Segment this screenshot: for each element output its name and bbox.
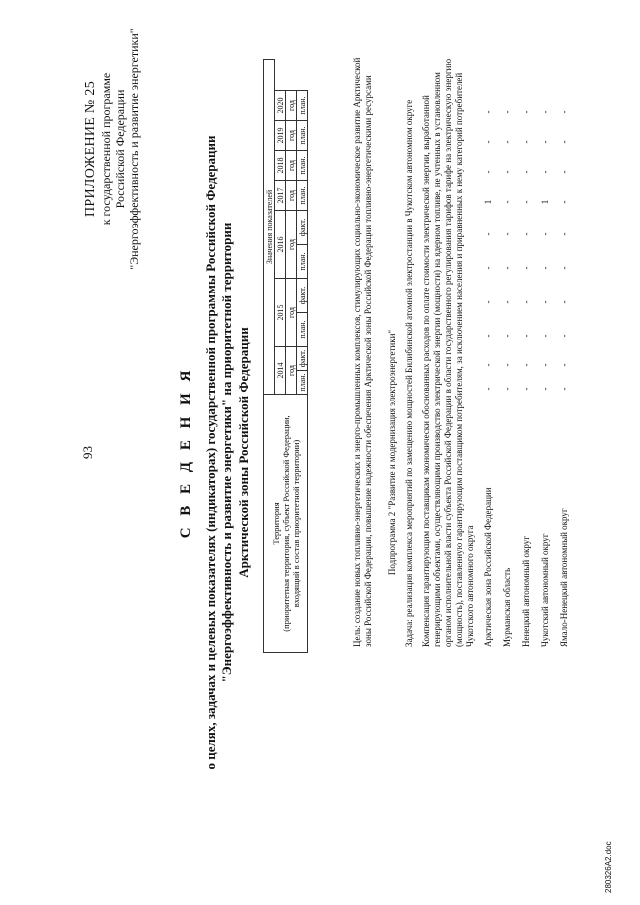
- territory-row-values: [540, 0, 551, 905]
- year-suffix: год: [286, 211, 297, 279]
- year-2020: 2020: [275, 91, 286, 121]
- appendix-line: к государственной программе: [99, 72, 113, 226]
- value-cell: -: [559, 300, 569, 304]
- value-cell: -: [502, 334, 512, 338]
- value-cell: -: [502, 363, 512, 367]
- value-cell: -: [483, 266, 493, 270]
- year-2018: 2018: [275, 151, 286, 181]
- value-cell: -: [521, 110, 531, 114]
- year-suffix: год: [286, 181, 297, 211]
- value-cell: -: [559, 363, 569, 367]
- plan-header: план.: [297, 91, 308, 121]
- plan-header: план.: [297, 151, 308, 181]
- plan-header: план.: [297, 181, 308, 211]
- indicator-text: Компенсация гарантирующим поставщикам экономически обоснованных расходов по оплате стоимости электрической энергии, выработанной генерирующими объектами, осуществляющими производство электрической энергии (мощности) на ядерном топливе, не учтенных в установленном органом исполнительной власти субъекта Российской Федерации в области государственного регулирования тарифов тарифе на электрическую энергию (мощность), поставленную гарантирующим поставщиком потребителям, за исключением населения и приравненных к нему категорий потребителей Чукотского автономного округа: [421, 58, 475, 647]
- value-cell: -: [502, 200, 512, 204]
- value-cell: -: [502, 170, 512, 174]
- territory-row-values: [559, 0, 570, 905]
- territory-row-label: Ямало-Ненецкий автономный округ: [559, 508, 569, 647]
- territory-row-label: Ненецкий автономный округ: [521, 536, 531, 647]
- value-cell: -: [483, 232, 493, 236]
- territory-row-label: Чукотский автономный округ: [540, 533, 550, 647]
- fact-header: факт.: [297, 279, 308, 313]
- fact-header: факт.: [297, 211, 308, 245]
- value-cell: -: [521, 140, 531, 144]
- heading-line: о целях, задачах и целевых показателях (индикаторах) государственной программы Российской Федерации: [203, 135, 218, 770]
- year-2017: 2017: [275, 181, 286, 211]
- year-suffix: год: [286, 347, 297, 395]
- value-cell: -: [559, 170, 569, 174]
- value-cell: -: [540, 334, 550, 338]
- value-cell: -: [540, 387, 550, 391]
- value-cell: -: [502, 387, 512, 391]
- value-cell: -: [502, 300, 512, 304]
- appendix-block: [82, 14, 141, 284]
- value-cell: -: [502, 140, 512, 144]
- task-text: Задача: реализация комплекса мероприятий по замещению мощностей Билибинской атомной электростанции в Чукотском автономном округе: [404, 99, 414, 647]
- year-2014: 2014: [275, 347, 286, 395]
- year-suffix: год: [286, 91, 297, 121]
- indicators-table-header: [263, 59, 308, 653]
- value-cell: -: [521, 170, 531, 174]
- file-name: 280326A2.doc: [604, 841, 613, 893]
- value-cell: -: [521, 334, 531, 338]
- year-suffix: год: [286, 279, 297, 347]
- year-suffix: год: [286, 121, 297, 151]
- territory-row-label: Арктическая зона Российской Федерации: [483, 487, 493, 647]
- value-cell: -: [559, 387, 569, 391]
- plan-header: план.: [297, 313, 308, 347]
- territory-header: Территория (приоритетная территория, субъект Российской Федерации, входящий в состав приоритетной территории): [264, 395, 308, 653]
- value-cell: -: [540, 170, 550, 174]
- heading-line: Арктической зоны Российской Федерации: [236, 327, 251, 578]
- value-cell: -: [521, 363, 531, 367]
- value-cell: 1: [483, 199, 493, 205]
- value-cell: 1: [540, 199, 550, 205]
- value-cell: -: [540, 300, 550, 304]
- heading-line: "Энергоэффективность и развитие энергетики" на приоритетной территории: [219, 222, 234, 683]
- value-cell: -: [521, 232, 531, 236]
- territory-row-label: Мурманская область: [502, 567, 512, 647]
- value-cell: -: [521, 200, 531, 204]
- goal-text: Цель: создание новых топливно-энергетических и энерго-промышленных комплексов, стимулирующих социально-экономическое развитие Арктической зоны Российской Федерации, повышение надежности обеспечения Арктической зоны Российской Федерации топливно-энергетическими ресурсами: [352, 57, 373, 647]
- value-cell: -: [483, 110, 493, 114]
- value-cell: -: [540, 110, 550, 114]
- value-cell: -: [502, 266, 512, 270]
- plan-header: план.: [297, 245, 308, 279]
- value-cell: -: [483, 363, 493, 367]
- territory-row-values: [483, 0, 494, 905]
- value-cell: -: [502, 232, 512, 236]
- value-cell: -: [502, 110, 512, 114]
- value-cell: -: [540, 232, 550, 236]
- subprogram-title: Подпрограмма 2 "Развитие и модернизация электроэнергетики": [387, 329, 397, 576]
- value-cell: -: [483, 300, 493, 304]
- page-number: 93: [80, 446, 95, 459]
- territory-row-values: [502, 0, 513, 905]
- plan-header: план.: [297, 371, 308, 395]
- fact-header: факт.: [297, 347, 308, 371]
- appendix-line: "Энергоэффективность и развитие энергетики": [127, 28, 141, 270]
- appendix-title: ПРИЛОЖЕНИЕ № 25: [83, 81, 98, 217]
- value-cell: -: [483, 140, 493, 144]
- value-cell: -: [540, 363, 550, 367]
- territory-row-values: [521, 0, 532, 905]
- value-cell: -: [521, 300, 531, 304]
- value-cell: -: [559, 140, 569, 144]
- appendix-line: Российской Федерации: [113, 89, 127, 209]
- value-cell: -: [483, 334, 493, 338]
- value-cell: -: [559, 334, 569, 338]
- value-cell: -: [483, 387, 493, 391]
- plan-header: план.: [297, 121, 308, 151]
- value-cell: -: [559, 232, 569, 236]
- document-title: С В Е Д Е Н И Я: [178, 366, 194, 539]
- values-caption: Значения показателей: [264, 59, 275, 394]
- value-cell: -: [483, 170, 493, 174]
- value-cell: -: [559, 200, 569, 204]
- value-cell: -: [559, 266, 569, 270]
- value-cell: -: [559, 110, 569, 114]
- value-cell: -: [521, 266, 531, 270]
- value-cell: -: [540, 140, 550, 144]
- year-2019: 2019: [275, 121, 286, 151]
- value-cell: -: [521, 387, 531, 391]
- year-2015: 2015: [275, 279, 286, 347]
- year-2016: 2016: [275, 211, 286, 279]
- value-cell: -: [540, 266, 550, 270]
- year-suffix: год: [286, 151, 297, 181]
